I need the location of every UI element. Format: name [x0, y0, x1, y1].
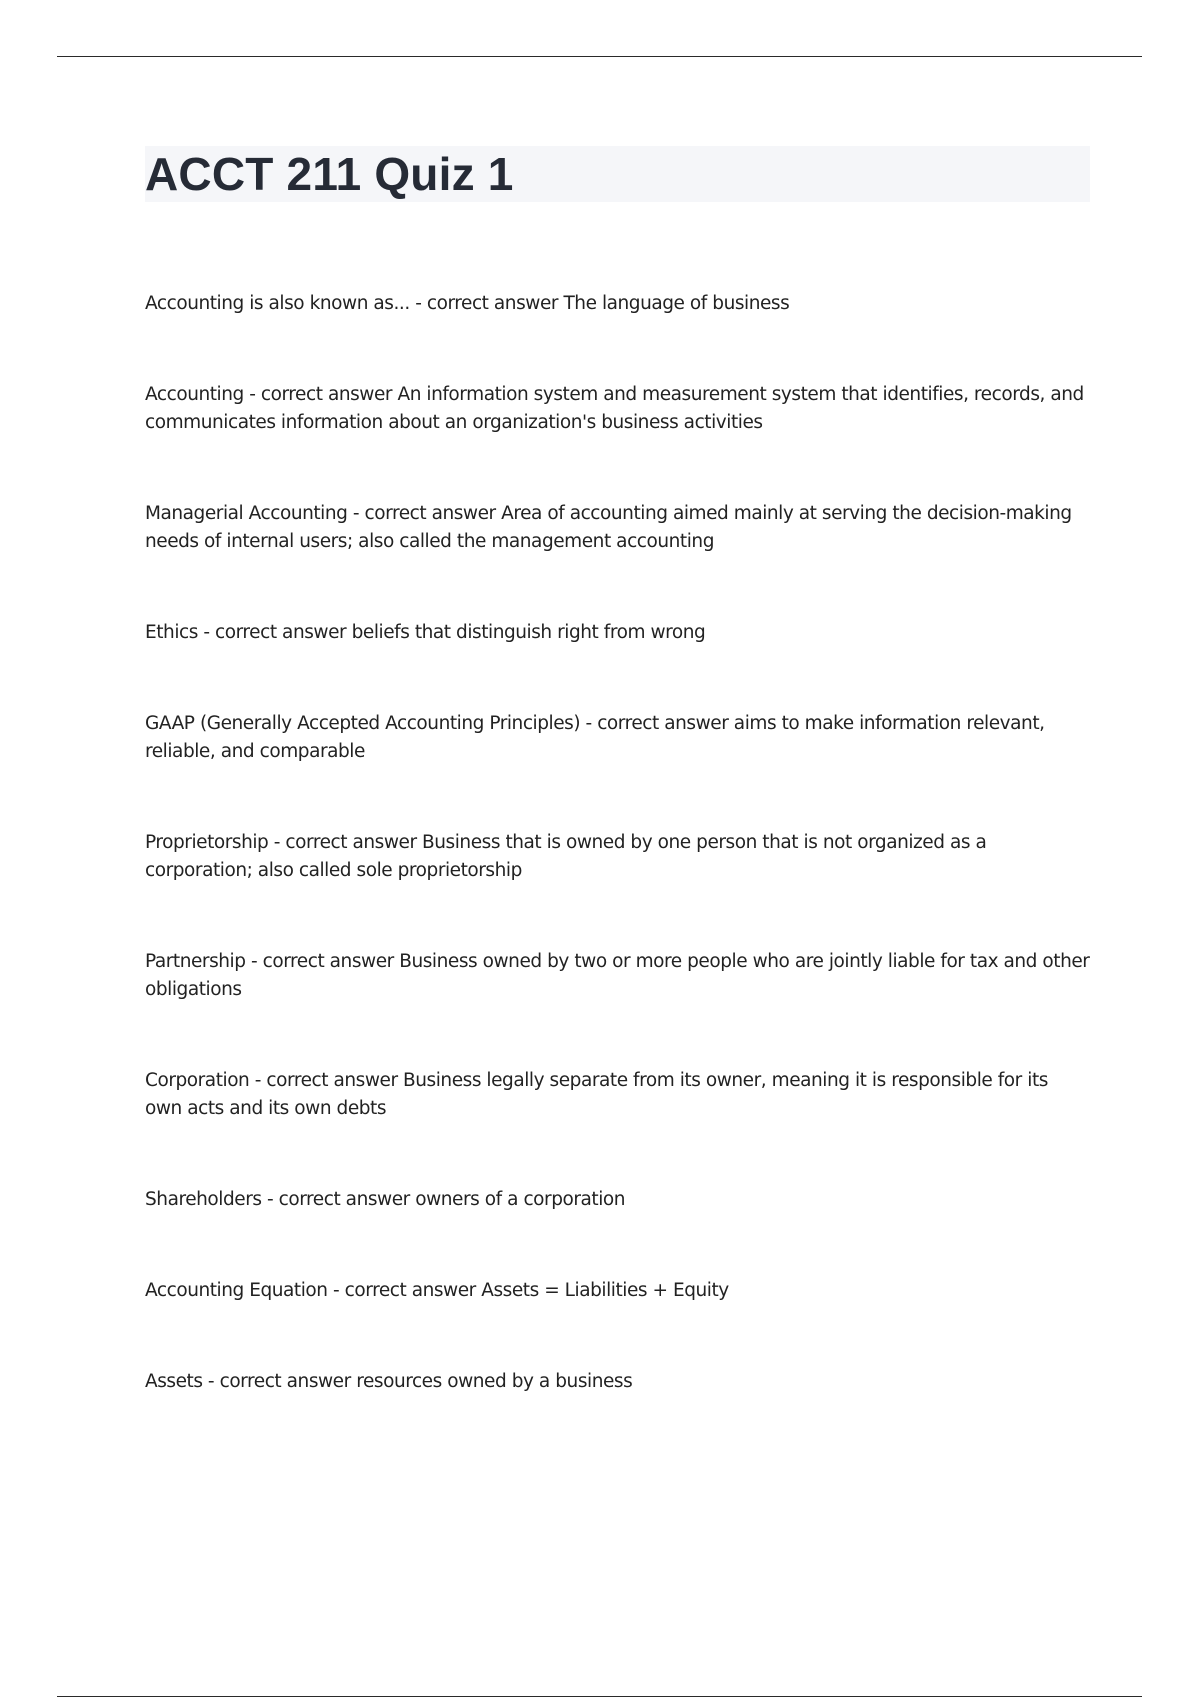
- quiz-entry: Managerial Accounting - correct answer Area of accounting aimed mainly at serving the decision-making needs of internal users; also called the management accounting: [145, 503, 1072, 552]
- quiz-entry: Proprietorship - correct answer Business that is owned by one person that is not organized as a corporation; also called sole proprietorship: [145, 832, 987, 881]
- quiz-entry: Assets - correct answer resources owned by a business: [145, 1371, 633, 1392]
- quiz-entry: Ethics - correct answer beliefs that distinguish right from wrong: [145, 622, 706, 643]
- top-rule: [57, 56, 1142, 57]
- quiz-entry: Accounting is also known as... - correct answer The language of business: [145, 293, 790, 314]
- quiz-entry: Partnership - correct answer Business owned by two or more people who are jointly liable for tax and other obligations: [145, 951, 1090, 1000]
- quiz-entries: [145, 290, 1090, 1396]
- quiz-entry: Accounting - correct answer An information system and measurement system that identifies, records, and communicates information about an organization's business activities: [145, 384, 1084, 433]
- quiz-entry: Accounting Equation - correct answer Assets = Liabilities + Equity: [145, 1280, 729, 1301]
- quiz-entry: GAAP (Generally Accepted Accounting Principles) - correct answer aims to make information relevant, reliable, and comparable: [145, 713, 1045, 762]
- page-title: ACCT 211 Quiz 1: [145, 148, 514, 200]
- quiz-entry: Corporation - correct answer Business legally separate from its owner, meaning it is responsible for its own acts and its own debts: [145, 1070, 1048, 1119]
- bottom-rule: [57, 1696, 1142, 1697]
- quiz-entry: Shareholders - correct answer owners of a corporation: [145, 1189, 626, 1210]
